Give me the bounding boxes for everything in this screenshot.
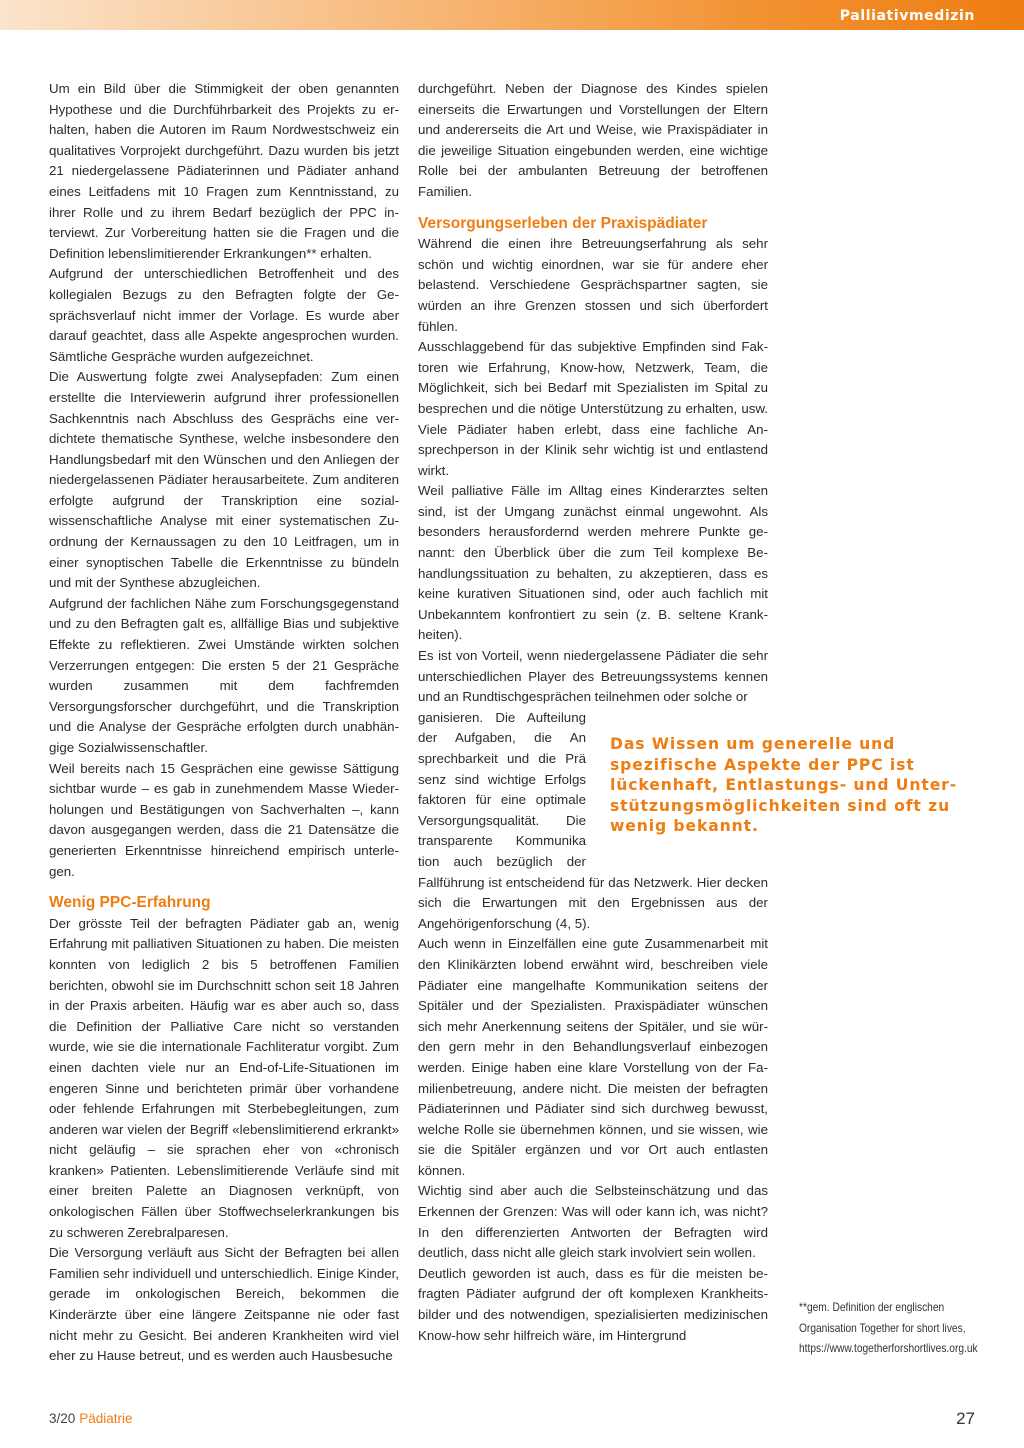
text-line: tion auch bezüglich der	[418, 853, 586, 869]
text-line: senz sind wichtige Erfolgs	[418, 771, 586, 787]
wrapped-text-block	[418, 708, 586, 873]
paragraph: Es ist von Vorteil, wenn niedergelassene Pädiater die sehr unterschiedlichen Player des Betreuungssystems kennen und an Rundtischgesprächen teilnehmen oder solche or	[418, 648, 768, 705]
paragraph: Die Auswertung folgte zwei Analysepfaden: Zum einen erstellte die Interviewerin aufgrund ihrer professionellen Sachkenntnis nach Abschluss des Gesprächs eine verdichtete thematische Synthese, welche insbesondere den Handlungsbedarf mit den Wünschen und den Anliegen der niedergelassenen Pädiater herausarbeitete. Zum anditeren erfolgte aufgrund der Transkription eine sozialwissenschaftliche Analyse mit einer systematischen Zuordnung der Kernaussagen zu den 10 Leitfragen, um in einer synoptischen Tabelle die Erkenntnisse zu bündeln und mit der Synthese abzugleichen.	[49, 369, 399, 591]
footnote: **gem. Definition der englischen Organisation Together for short lives, https://www.togetherforshortlives.org.uk	[799, 1301, 978, 1356]
page-number: 27	[956, 1409, 975, 1428]
paragraph: Wichtig sind aber auch die Selbsteinschätzung und das Erkennen der Grenzen: Was will oder kann ich, was nicht? In den differenzierten Antworten der Befragten wird deutlich, dass nicht alle gleich stark involviert sein wollen.	[418, 1183, 768, 1261]
publication-name: Pädiatrie	[79, 1411, 133, 1426]
text-line: ganisieren. Die Aufteilung	[418, 709, 586, 725]
section-label: Palliativmedizin	[839, 8, 975, 24]
paragraph: Während die einen ihre Betreuungserfahrung als sehr schön und wichtig einordnen, war sie für andere eher belastend. Verschiedene Gesprächspartner sagten, sie würden an ihre Grenzen stossen und sich überfordert fühlen.	[418, 236, 768, 334]
paragraph: Auch wenn in Einzelfällen eine gute Zusammenarbeit mit den Klinikärzten lobend erwähnt wird, beschreiben viele Pädiater eine mangelhafte Kommunikation seitens der Spitäler und der Spezialisten. Praxispädiater wünschen sich mehr Anerkennung seitens der Spitäler, und sie würden gern mehr in den Behandlungsverlauf einbezogen werden. Einige haben eine klare Vorstellung von der Familienbetreuung, andere nicht. Die meisten der befragten Pädiaterinnen und Pädiater sind sich durchweg bewusst, welche Rolle sie übernehmen können, und sie wissen, wie sie die Spitäler ergänzen und vor Ort auch entlasten können.	[418, 936, 768, 1178]
paragraph: Aufgrund der unterschiedlichen Betroffenheit und des kollegialen Bezugs zu den Befragten folgte der Gesprächsverlauf nicht immer der Vorlage. Es wurde aber darauf geachtet, dass alle Aspekte angesprochen wurden. Sämtliche Gespräche wurden aufgezeichnet.	[49, 266, 399, 364]
paragraph: Um ein Bild über die Stimmigkeit der oben genannten Hypothese und die Durchführbarkeit des Projekts zu erhalten, haben die Autoren im Raum Nordwestschweiz ein qualitatives Vorprojekt durchgeführt. Dazu wurden bis jetzt 21 niedergelassene Pädiaterinnen und Pädiater anhand eines Leitfadens mit 10 Fragen zum Kenntnisstand, zu ihrer Rolle und zu ihrem Bedarf bezüglich der PPC interviewt. Zur Vorbereitung hatten sie die Fragen und die Definition lebenslimitierender Erkrankungen** erhalten.	[49, 81, 399, 261]
pull-quote: Das Wissen um generelle und spezifische Aspekte der PPC ist lückenhaft, Entlastungs- und Unterstützungsmöglichkeiten sind oft zu wenig bekannt.	[610, 735, 957, 836]
section-heading: Versorgungserleben der Praxispädiater	[418, 214, 708, 232]
text-line: transparente Kommunika	[418, 833, 586, 849]
paragraph: Ausschlaggebend für das subjektive Empfinden sind Faktoren wie Erfahrung, Know-how, Netzwerk, Team, die Möglichkeit, sich bei Bedarf mit Spezialisten im Spital zu besprechen und die nötige Unterstützung zu erhalten, usw. Viele Pädiater haben erlebt, dass eine fachliche Ansprechperson in der Klinik sehr wichtig ist und entlastend wirkt.	[418, 339, 768, 478]
paragraph: Weil palliative Fälle im Alltag eines Kinderarztes selten sind, ist der Umgang zunächst einmal ungewohnt. Als besonders herausfordernd werden mehrere Punkte genannt: den Überblick über die zum Teil komplexe Behandlungssituation zu behalten, zu akzeptieren, dass es keine kurativen Situationen sind, oder auch fachlich mit Unbekanntem konfrontiert zu sein (z. B. seltene Krankheiten).	[418, 483, 768, 643]
paragraph: Der grösste Teil der befragten Pädiater gab an, wenig Erfahrung mit palliativen Situationen zu haben. Die meisten konnten von lediglich 2 bis 5 betroffenen Familien berichten, obwohl sie im Durchschnitt schon seit 18 Jahren in der Praxis arbeiten. Häufig war es aber auch so, dass die Definition der Palliative Care nicht so verstanden wurde, wie sie die internationale Fachliteratur vorgibt. Zum einen dachten viele nur an End-of-Life-Situationen im engeren Sinne und berichteten primär über vorhandene oder fehlende Erfahrungen mit Sterbebegleitungen, zum anderen war vielen der Begriff «lebenslimitierend erkrankt» nicht geläufig – sie sprachen eher von «chronisch kranken» Patienten. Lebenslimitierende Verläufe sind mit einer breiten Palette an Diagnosen verknüpft, von onkologischen Fällen über Stoffwechselerkrankungen bis zu schweren Zerebralparesen.	[49, 915, 399, 1240]
paragraph: Fallführung ist entscheidend für das Netzwerk. Hier decken sich die Erwartungen mit den Ergebnissen aus der Angehörigenforschung (4, 5).	[418, 874, 768, 931]
left-column	[49, 79, 399, 1367]
paragraph: durchgeführt. Neben der Diagnose des Kindes spielen einerseits die Erwartungen und Vorstellungen der Eltern und andererseits die Art und Weise, wie Praxispädiater in die jeweilige Situation eingebunden werden, eine wichtige Rolle bei der ambulanten Betreuung der betroffenen Familien.	[418, 81, 768, 199]
paragraph: Die Versorgung verläuft aus Sicht der Befragten bei allen Familien sehr individuell und unterschiedlich. Einige Kinder, gerade im onkologischen Bereich, bekommen die Kinderärzte über eine längere Zeitspanne nie oder fast nicht mehr zu Gesicht. Bei anderen Krankheiten wird viel eher zu Hause betreut, und es werden auch Hausbesuche	[49, 1245, 399, 1364]
paragraph: Aufgrund der fachlichen Nähe zum Forschungsgegenstand und zu den Befragten galt es, allfällige Bias und subjektive Effekte zu reflektieren. Zwei Umstände wirkten solchen Verzerrungen entgegen: Die ersten 5 der 21 Gespräche wurden zusammen mit dem fachfremden Versorgungsforscher durchgeführt, und die Transkription und die Analyse der Gespräche erfolgten durch unabhängige Sozialwissenschaftler.	[49, 595, 399, 755]
paragraph: Weil bereits nach 15 Gesprächen eine gewisse Sättigung sichtbar wurde – es gab in zunehmendem Masse Wiederholungen und Bestätigungen von Sachverhalten –, kann davon ausgegangen werden, dass die 21 Datensätze die generierten Erkenntnisse hinreichend empirisch unterlegen.	[49, 760, 399, 879]
middle-column	[418, 79, 768, 1346]
issue-number: 3/20	[49, 1411, 76, 1426]
section-heading: Wenig PPC-Erfahrung	[49, 894, 211, 912]
text-line: sprechbarkeit und die Prä	[418, 751, 586, 766]
paragraph: Deutlich geworden ist auch, dass es für die meisten befragten Pädiater aufgrund der oft komplexen Krankheitsbilder und des notwendigen, spezialisierten medizinischen Know-how sehr hilfreich wäre, im Hintergrund	[418, 1265, 768, 1343]
text-line: Versorgungsqualität. Die	[418, 812, 586, 828]
text-line: faktoren für eine optimale	[418, 792, 586, 808]
text-line: der Aufgaben, die An	[418, 730, 586, 746]
footer-issue	[49, 1411, 133, 1426]
